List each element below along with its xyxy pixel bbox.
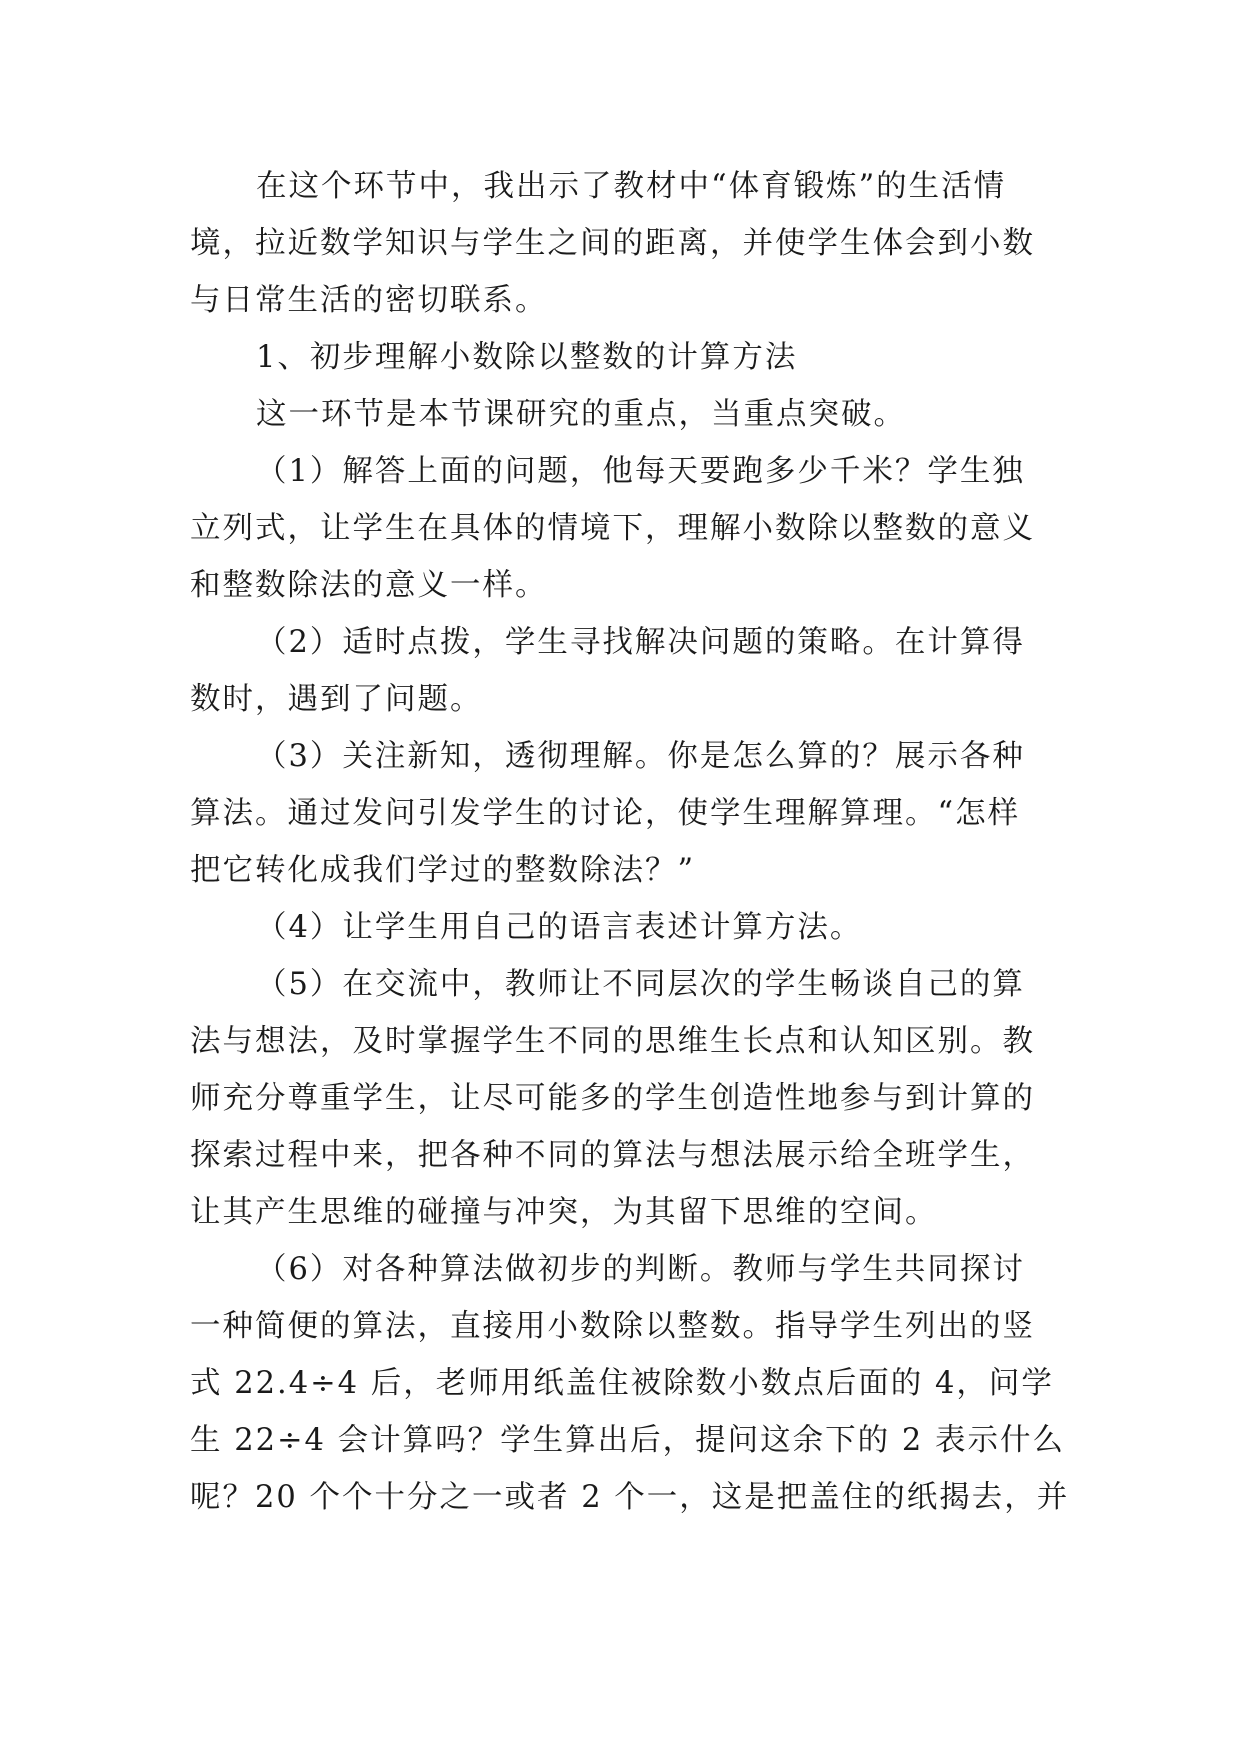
text-line: （5）在交流中，教师让不同层次的学生畅谈自己的算 (256, 967, 1025, 1002)
text-line: 和整数除法的意义一样。 (190, 568, 548, 603)
text-line: 立列式，让学生在具体的情境下，理解小数除以整数的意义 (190, 511, 1035, 546)
text-line: 让其产生思维的碰撞与冲突，为其留下思维的空间。 (190, 1195, 938, 1230)
text-line: 境，拉近数学知识与学生之间的距离，并使学生体会到小数 (190, 226, 1035, 261)
text-line: （4）让学生用自己的语言表述计算方法。 (256, 910, 863, 945)
text-line: （6）对各种算法做初步的判断。教师与学生共同探讨 (256, 1252, 1025, 1287)
text-line: （2）适时点拨，学生寻找解决问题的策略。在计算得 (256, 625, 1025, 660)
text-line: 生 22÷4 会计算吗？学生算出后，提问这余下的 2 表示什么 (190, 1423, 1065, 1458)
text-line: 呢？20 个个十分之一或者 2 个一，这是把盖住的纸揭去，并 (190, 1480, 1070, 1515)
text-line: 师充分尊重学生，让尽可能多的学生创造性地参与到计算的 (190, 1081, 1035, 1116)
section-heading: 1、初步理解小数除以整数的计算方法 (256, 340, 798, 375)
text-line: 把它转化成我们学过的整数除法？” (190, 853, 696, 888)
text-line: 这一环节是本节课研究的重点，当重点突破。 (256, 397, 906, 432)
text-line: （1）解答上面的问题，他每天要跑多少千米？学生独 (256, 454, 1025, 489)
text-line: 数时，遇到了问题。 (190, 682, 483, 717)
text-line: （3）关注新知，透彻理解。你是怎么算的？展示各种 (256, 739, 1025, 774)
document-body (190, 158, 1070, 1526)
text-line: 与日常生活的密切联系。 (190, 283, 548, 318)
text-line: 一种简便的算法，直接用小数除以整数。指导学生列出的竖 (190, 1309, 1035, 1344)
text-line: 在这个环节中，我出示了教材中“体育锻炼”的生活情 (256, 169, 1007, 204)
text-line: 式 22.4÷4 后，老师用纸盖住被除数小数点后面的 4，问学 (190, 1366, 1054, 1401)
text-line: 法与想法，及时掌握学生不同的思维生长点和认知区别。教 (190, 1024, 1035, 1059)
text-line: 探索过程中来，把各种不同的算法与想法展示给全班学生， (190, 1138, 1035, 1173)
text-line: 算法。通过发问引发学生的讨论，使学生理解算理。“怎样 (190, 796, 1021, 831)
